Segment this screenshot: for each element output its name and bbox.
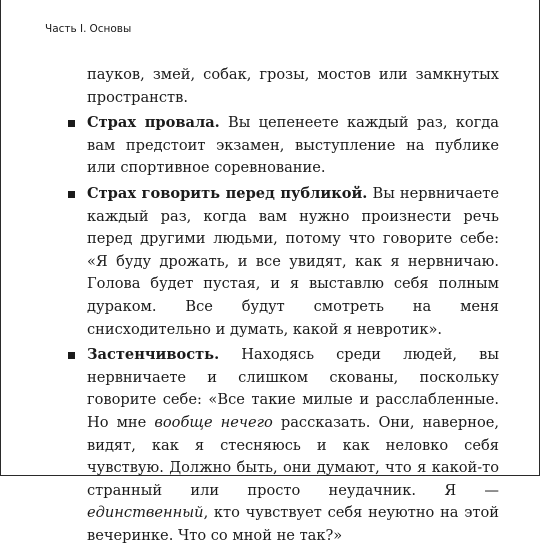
item-text: , кто чувствует себя неуютно на этой вечеринке. Что со мной не так?» xyxy=(87,504,499,544)
continuation-paragraph: пауков, змей, собак, грозы, мостов или замкнутых пространств. xyxy=(87,66,499,106)
body-text xyxy=(62,64,499,547)
square-bullet-icon xyxy=(68,120,75,127)
item-term: Страх говорить перед публикой. xyxy=(87,184,368,202)
item-emphasis: единственный xyxy=(87,504,204,522)
item-emphasis: вообще нечего xyxy=(154,413,273,431)
item-text: рассказать. Они, наверное, видят, как я стесняюсь и как неловко себя чувствую. Должно быть, они думают, что я какой-то странный или просто неудачник. Я — xyxy=(87,413,499,499)
item-text: Вы цепенеете каждый раз, когда вам предстоит экзамен, выступление на публике или спортивное соревнование. xyxy=(87,114,499,177)
running-header xyxy=(45,23,131,35)
square-bullet-icon xyxy=(68,352,75,359)
bullet-list xyxy=(62,112,499,547)
list-item xyxy=(62,344,499,547)
square-bullet-icon xyxy=(68,191,75,198)
item-term: Страх провала. xyxy=(87,114,220,132)
item-text: Находясь среди людей, вы нервничаете и слишком скованы, поскольку говорите себе: «Все такие милые и расслабленные. Но мне xyxy=(87,346,499,431)
item-text: Вы нервничаете каждый раз, когда вам нужно произнести речь перед другими людьми, потому что говорите себе: «Я буду дрожать, и все увидят, как я нервничаю. Голова будет пустая, и я выставлю себя полным дураком. Все будут смотреть на меня снисходительно и думать, какой я невротик». xyxy=(87,184,499,338)
list-item xyxy=(62,183,499,341)
part-title: Основы xyxy=(89,23,132,35)
part-number: Часть I. xyxy=(45,23,87,35)
item-term: Застенчивость. xyxy=(87,346,220,364)
list-item xyxy=(62,112,499,180)
